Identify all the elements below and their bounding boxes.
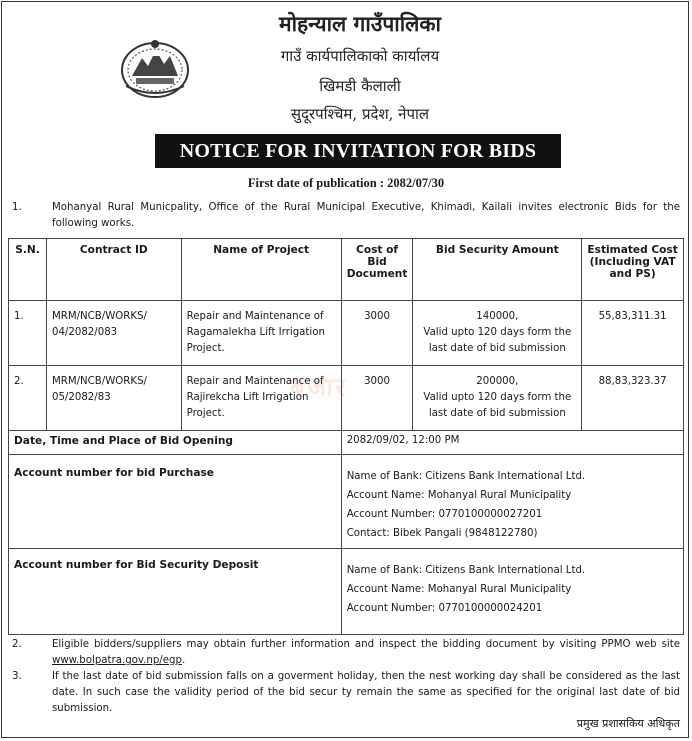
- deposit-account-row: [9, 549, 684, 635]
- signature-title: प्रमुख प्रशासकिय अधिकृत: [576, 717, 680, 730]
- item-number: 2.: [12, 639, 22, 650]
- intro-paragraph: [12, 200, 680, 232]
- cell-contract: MRM/NCB/WORKS/ 05/2082/83: [46, 366, 181, 431]
- account-name: Account Name: Mohanyal Rural Municipality: [346, 490, 572, 501]
- letterhead: [0, 6, 692, 130]
- cell-security: [413, 301, 582, 366]
- intro-text: Mohanyal Rural Municpality, Office of the Rural Municipal Executive, Khimadi, Kailali invites electronic Bids for the following works.: [52, 202, 680, 229]
- bid-table: [8, 238, 684, 635]
- security-amount: 200000,: [476, 376, 519, 387]
- ppmo-link[interactable]: www.bolpatra.gov.np/egp: [52, 655, 182, 666]
- cell-cost: 3000: [341, 301, 413, 366]
- account-number: Account Number: 0770100000027201: [346, 509, 543, 520]
- note-item: [12, 637, 680, 669]
- office-location: खिमडी कैलाली: [319, 77, 401, 95]
- purchase-account-row: [9, 455, 684, 549]
- bank-name: Name of Bank: Citizens Bank International Ltd.: [346, 565, 586, 576]
- purchase-account-details: [341, 455, 683, 549]
- col-header-cost: Cost of Bid Document: [341, 239, 413, 301]
- cell-sn: 2.: [9, 366, 47, 431]
- cell-security: [413, 366, 582, 431]
- office-name: गाउँ कार्यपालिकाको कार्यालय: [280, 47, 440, 65]
- table-row: [9, 301, 684, 366]
- table-row: [9, 366, 684, 431]
- contact-info: Contact: Bibek Pangali (9848122780): [346, 528, 538, 539]
- col-header-sn: S.N.: [9, 239, 47, 301]
- bid-opening-row: [9, 431, 684, 455]
- security-amount: 140000,: [476, 311, 519, 322]
- deposit-account-details: [341, 549, 683, 635]
- item-number: 1.: [12, 202, 22, 213]
- cell-project: Repair and Maintenance of Ragamalekha Lift Irrigation Project.: [181, 301, 341, 366]
- cell-estimate: 55,83,311.31: [582, 301, 684, 366]
- col-header-contract: Contract ID: [46, 239, 181, 301]
- table-header-row: [9, 239, 684, 301]
- item-number: 3.: [12, 671, 22, 682]
- security-note: Valid upto 120 days form the last date of bid submission: [423, 327, 572, 354]
- notice-title: NOTICE FOR INVITATION FOR BIDS: [155, 134, 561, 168]
- col-header-security: Bid Security Amount: [413, 239, 582, 301]
- notes-section: [12, 637, 680, 717]
- col-header-estimate: Estimated Cost (Including VAT and PS): [582, 239, 684, 301]
- cell-estimate: 88,83,323.37: [582, 366, 684, 431]
- note-item: [12, 669, 680, 717]
- cell-cost: 3000: [341, 366, 413, 431]
- bank-name: Name of Bank: Citizens Bank International Ltd.: [346, 471, 586, 482]
- publication-date: First date of publication : 2082/07/30: [247, 176, 445, 190]
- province-line: सुदूरपश्चिम, प्रदेश, नेपाल: [290, 105, 430, 123]
- deposit-account-label: Account number for Bid Security Deposit: [9, 549, 342, 635]
- watermark: बजार: [290, 373, 348, 403]
- account-number: Account Number: 0770100000024201: [346, 603, 543, 614]
- purchase-account-label: Account number for bid Purchase: [9, 455, 342, 549]
- note-text: Eligible bidders/suppliers may obtain further information and inspect the bidding document by visiting PPMO web site: [52, 639, 680, 650]
- cell-project: Repair and Maintenance of Rajirekcha Lift Irrigation Project.: [181, 366, 341, 431]
- cell-contract: MRM/NCB/WORKS/ 04/2082/083: [46, 301, 181, 366]
- security-note: Valid upto 120 days form the last date of bid submission: [423, 392, 572, 419]
- account-name: Account Name: Mohanyal Rural Municipality: [346, 584, 572, 595]
- cell-sn: 1.: [9, 301, 47, 366]
- col-header-project: Name of Project: [181, 239, 341, 301]
- note-text-end: .: [181, 655, 186, 666]
- bid-opening-value: 2082/09/02, 12:00 PM: [341, 431, 683, 455]
- note-text: If the last date of bid submission falls on a goverment holiday, then the nest working day shall be considered as the last date. In such case the validity period of the bid secur ty remain the same as specified for the original last date of bid submission.: [52, 671, 680, 714]
- municipality-name: मोहन्याल गाउँपालिका: [279, 11, 441, 36]
- bid-opening-label: Date, Time and Place of Bid Opening: [9, 431, 342, 455]
